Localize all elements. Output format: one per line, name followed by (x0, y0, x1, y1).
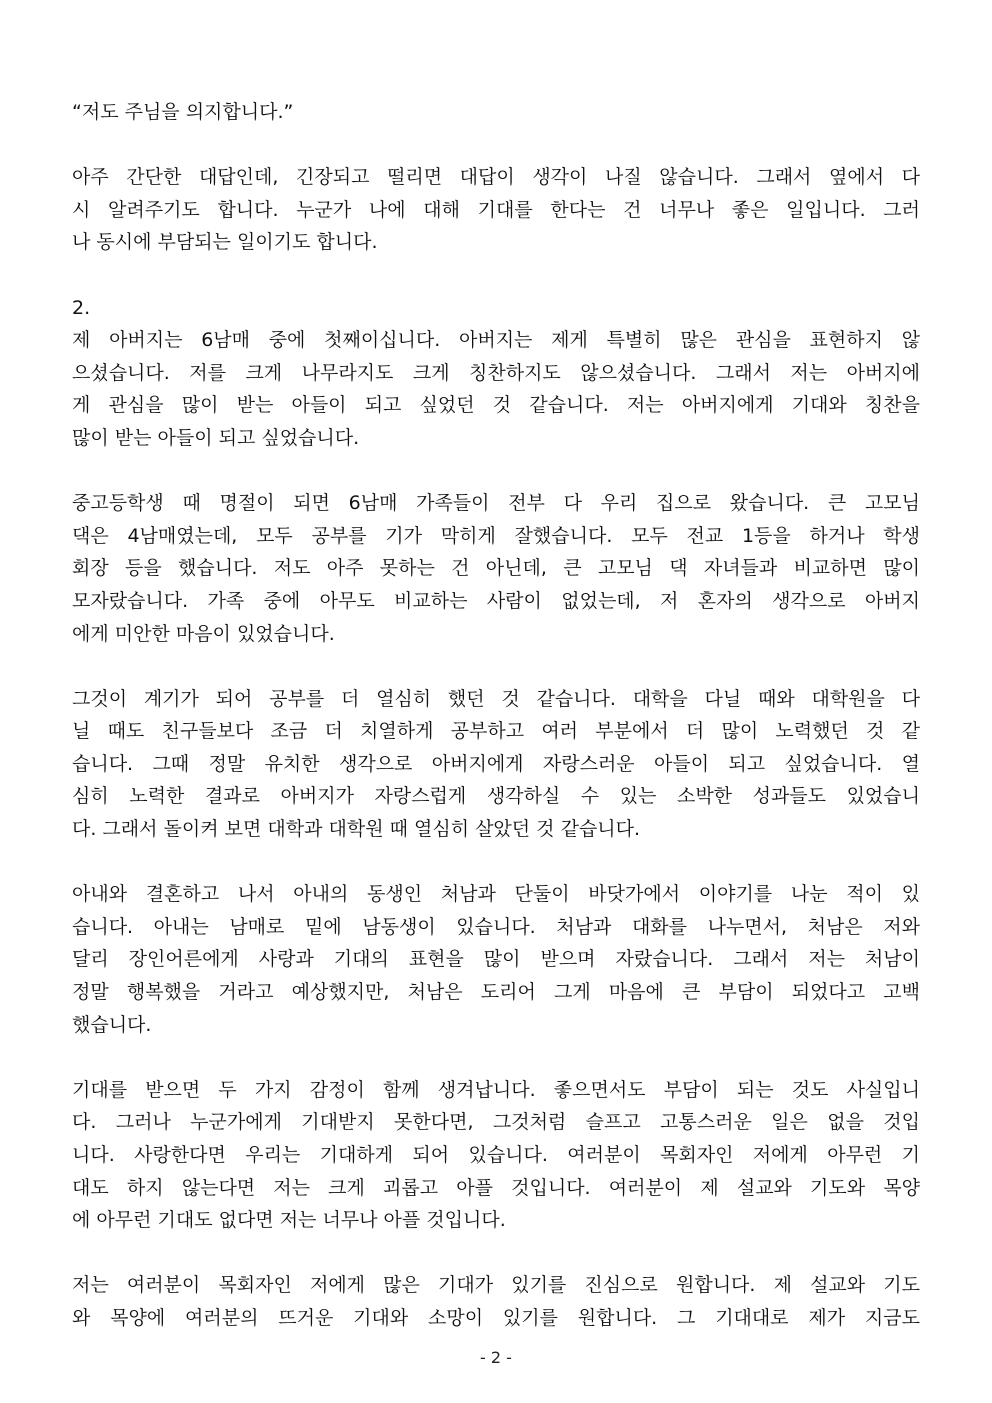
text-line: 다. 그래서 돌이켜 보면 대학과 대학원 때 열심히 살았던 것 같습니다. (72, 818, 641, 841)
text-line: 게 관심을 많이 받는 아들이 되고 싶었던 것 같습니다. 저는 아버지에게 기대와 칭찬을 (72, 394, 920, 417)
section-number (72, 292, 920, 325)
paragraph (72, 487, 920, 650)
text-line: 제 아버지는 6남매 중에 첫째이십니다. 아버지는 제게 특별히 많은 관심을 표현하지 않 (72, 329, 920, 352)
text-line: 회장 등을 했습니다. 저도 아주 못하는 건 아닌데, 큰 고모님 댁 자녀들과 비교하면 많이 (72, 557, 920, 580)
text-line: 습니다. 그때 정말 유치한 생각으로 아버지에게 자랑스러운 아들이 되고 싶었습니다. 열 (72, 752, 920, 775)
paragraph (72, 683, 920, 846)
text-line: 2. (72, 296, 91, 319)
text-line: 으셨습니다. 저를 크게 나무라지도 크게 칭찬하지도 않으셨습니다. 그래서 저는 아버지에 (72, 361, 920, 384)
paragraph-spacer (72, 129, 920, 162)
text-line: 나 동시에 부담되는 일이기도 합니다. (72, 231, 378, 254)
paragraph-spacer (72, 455, 920, 488)
paragraph-spacer (72, 846, 920, 879)
text-line: 습니다. 아내는 남매로 밑에 남동생이 있습니다. 처남과 대화를 나누면서, 처남은 저와 (72, 915, 920, 938)
text-line: 아주 간단한 대답인데, 긴장되고 떨리면 대답이 생각이 나질 않습니다. 그래서 옆에서 다 (72, 166, 920, 189)
paragraph-spacer (72, 1237, 920, 1270)
text-line: 저는 여러분이 목회자인 저에게 많은 기대가 있기를 진심으로 원합니다. 제 설교와 기도 (72, 1274, 920, 1297)
text-line: 시 알려주기도 합니다. 누군가 나에 대해 기대를 한다는 건 너무나 좋은 일입니다. 그러 (72, 198, 920, 221)
paragraph (72, 161, 920, 259)
text-line: 기대를 받으면 두 가지 감정이 함께 생겨납니다. 좋으면서도 부담이 되는 것도 사실입니 (72, 1078, 920, 1101)
text-line: 그것이 계기가 되어 공부를 더 열심히 했던 것 같습니다. 대학을 다닐 때와 대학원을 다 (72, 687, 920, 710)
text-line: 에게 미안한 마음이 있었습니다. (72, 622, 335, 645)
paragraph (72, 1269, 920, 1334)
text-line: 니다. 사랑한다면 우리는 기대하게 되어 있습니다. 여러분이 목회자인 저에게 아무런 기 (72, 1144, 920, 1166)
paragraph (72, 878, 920, 1041)
paragraph-spacer (72, 1041, 920, 1074)
document-body (72, 96, 920, 1335)
text-line: 정말 행복했을 거라고 예상했지만, 처남은 도리어 그게 마음에 큰 부담이 되었다고 고백 (72, 981, 920, 1004)
text-line: 심히 노력한 결과로 아버지가 자랑스럽게 생각하실 수 있는 소박한 성과들도 있었습니 (72, 785, 920, 808)
text-line: 아내와 결혼하고 나서 아내의 동생인 처남과 단둘이 바닷가에서 이야기를 나눈 적이 있 (72, 883, 920, 906)
page-number: - 2 - (480, 1348, 512, 1367)
text-line: 와 목양에 여러분의 뜨거운 기대와 소망이 있기를 원합니다. 그 기대대로 제가 지금도 (72, 1306, 920, 1329)
text-line: 모자랐습니다. 가족 중에 아무도 비교하는 사람이 없었는데, 저 혼자의 생각으로 아버지 (72, 589, 920, 612)
text-line: 많이 받는 아들이 되고 싶었습니다. (72, 426, 360, 449)
text-line: “저도 주님을 의지합니다.” (72, 101, 294, 123)
paragraph-quote (72, 96, 920, 129)
paragraph-spacer (72, 259, 920, 292)
text-line: 대도 하지 않는다면 저는 크게 괴롭고 아플 것입니다. 여러분이 제 설교와 기도와 목양 (72, 1176, 920, 1199)
paragraph (72, 1074, 920, 1237)
text-line: 댁은 4남매였는데, 모두 공부를 기가 막히게 잘했습니다. 모두 전교 1등을 하거나 학생 (72, 524, 920, 547)
text-line: 했습니다. (72, 1013, 152, 1036)
text-line: 중고등학생 때 명절이 되면 6남매 가족들이 전부 다 우리 집으로 왔습니다. 큰 고모님 (72, 492, 920, 515)
text-line: 달리 장인어른에게 사랑과 기대의 표현을 많이 받으며 자랐습니다. 그래서 저는 처남이 (72, 948, 920, 971)
paragraph-spacer (72, 650, 920, 683)
text-line: 닐 때도 친구들보다 조금 더 치열하게 공부하고 여러 부분에서 더 많이 노력했던 것 같 (72, 720, 920, 743)
text-line: 에 아무런 기대도 없다면 저는 너무나 아플 것입니다. (72, 1209, 506, 1232)
text-line: 다. 그러나 누군가에게 기대받지 못한다면, 그것처럼 슬프고 고통스러운 일은 없을 것입 (72, 1111, 920, 1134)
paragraph (72, 324, 920, 454)
